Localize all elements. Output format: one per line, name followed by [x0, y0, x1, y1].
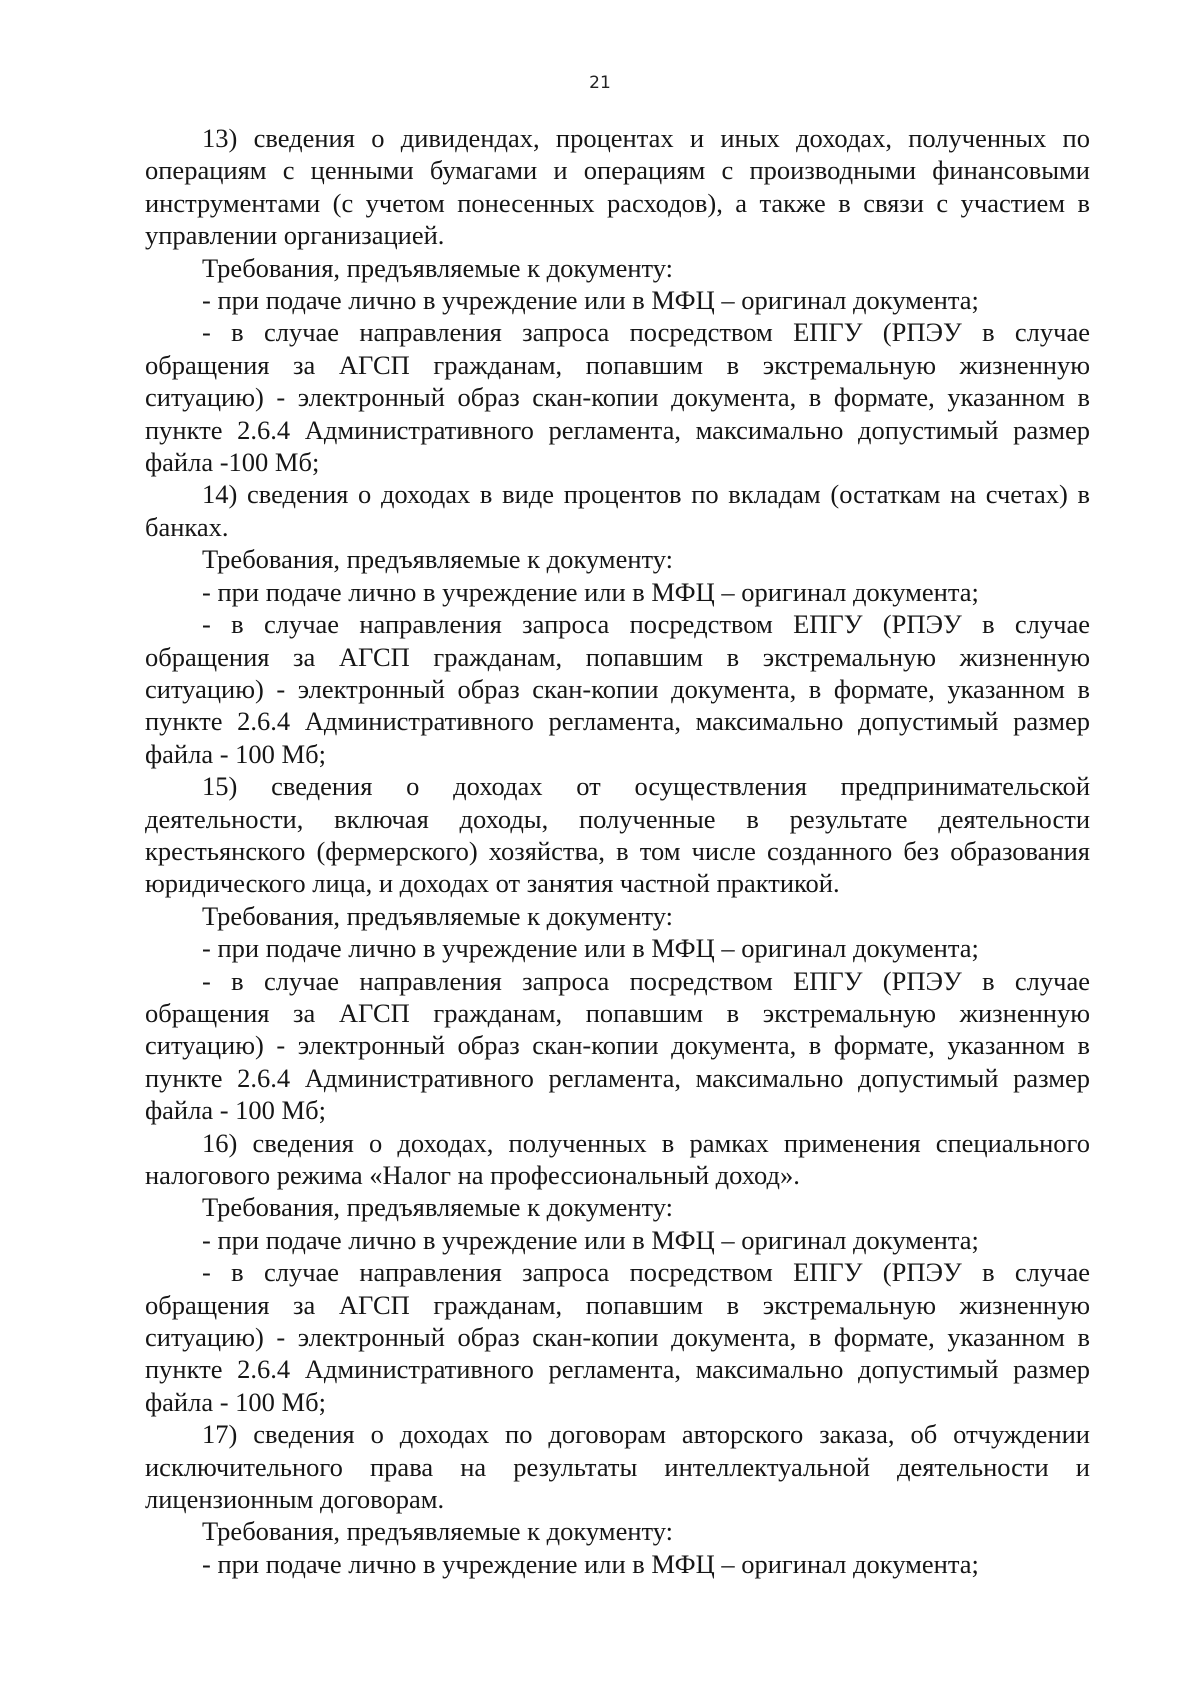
requirements-heading: Требования, предъявляемые к документу: [202, 1516, 674, 1547]
item-14-paragraph: 14) сведения о доходах в виде процентов по вкладам (остаткам на счетах) в банках. [145, 479, 1090, 542]
requirements-heading: Требования, предъявляемые к документу: [202, 900, 674, 931]
item-13-paragraph: 13) сведения о дивидендах, процентах и иных доходах, полученных по операциям с ценными бумагами и операциям с производными финансовыми инструментами (с учетом понесенных расходов), а также в связи с участием в управлении организацией. [145, 123, 1090, 251]
requirements-heading: Требования, предъявляемые к документу: [202, 544, 674, 575]
document-body [145, 122, 1090, 1580]
requirements-heading: Требования, предъявляемые к документу: [202, 1192, 674, 1223]
requirement-in-person: - при подаче лично в учреждение или в МФЦ – оригинал документа; [202, 285, 979, 316]
item-16-paragraph: 16) сведения о доходах, полученных в рамках применения специального налогового режима «Налог на профессиональный доход». [145, 1127, 1090, 1190]
requirement-electronic: - в случае направления запроса посредством ЕПГУ (РПЭУ в случае обращения за АГСП гражданам, попавшим в экстремальную жизненную ситуацию) - электронный образ скан-копии документа, в формате, указанном в пункте 2.6.4 Административного регламента, максимально допустимый размер файла -100 Мб; [145, 317, 1090, 478]
requirement-in-person: - при подаче лично в учреждение или в МФЦ – оригинал документа; [202, 1548, 979, 1579]
requirement-electronic: - в случае направления запроса посредством ЕПГУ (РПЭУ в случае обращения за АГСП гражданам, попавшим в экстремальную жизненную ситуацию) - электронный образ скан-копии документа, в формате, указанном в пункте 2.6.4 Административного регламента, максимально допустимый размер файла - 100 Мб; [145, 1257, 1090, 1417]
page-number: 21 [589, 73, 611, 93]
requirements-heading: Требования, предъявляемые к документу: [202, 252, 674, 283]
requirement-electronic: - в случае направления запроса посредством ЕПГУ (РПЭУ в случае обращения за АГСП гражданам, попавшим в экстремальную жизненную ситуацию) - электронный образ скан-копии документа, в формате, указанном в пункте 2.6.4 Административного регламента, максимально допустимый размер файла - 100 Мб; [145, 965, 1090, 1126]
requirement-in-person: - при подаче лично в учреждение или в МФЦ – оригинал документа; [202, 933, 979, 964]
requirement-in-person: - при подаче лично в учреждение или в МФЦ – оригинал документа; [202, 576, 979, 607]
item-17-paragraph: 17) сведения о доходах по договорам авторского заказа, об отчуждении исключительного права на результаты интеллектуальной деятельности и лицензионным договорам. [145, 1419, 1090, 1515]
requirement-in-person: - при подаче лично в учреждение или в МФЦ – оригинал документа; [202, 1224, 979, 1255]
item-15-paragraph: 15) сведения о доходах от осуществления предпринимательской деятельности, включая доходы, полученные в результате деятельности крестьянского (фермерского) хозяйства, в том числе созданного без образования юридического лица, и доходах от занятия частной практикой. [145, 771, 1090, 899]
requirement-electronic: - в случае направления запроса посредством ЕПГУ (РПЭУ в случае обращения за АГСП гражданам, попавшим в экстремальную жизненную ситуацию) - электронный образ скан-копии документа, в формате, указанном в пункте 2.6.4 Административного регламента, максимально допустимый размер файла - 100 Мб; [145, 609, 1090, 769]
